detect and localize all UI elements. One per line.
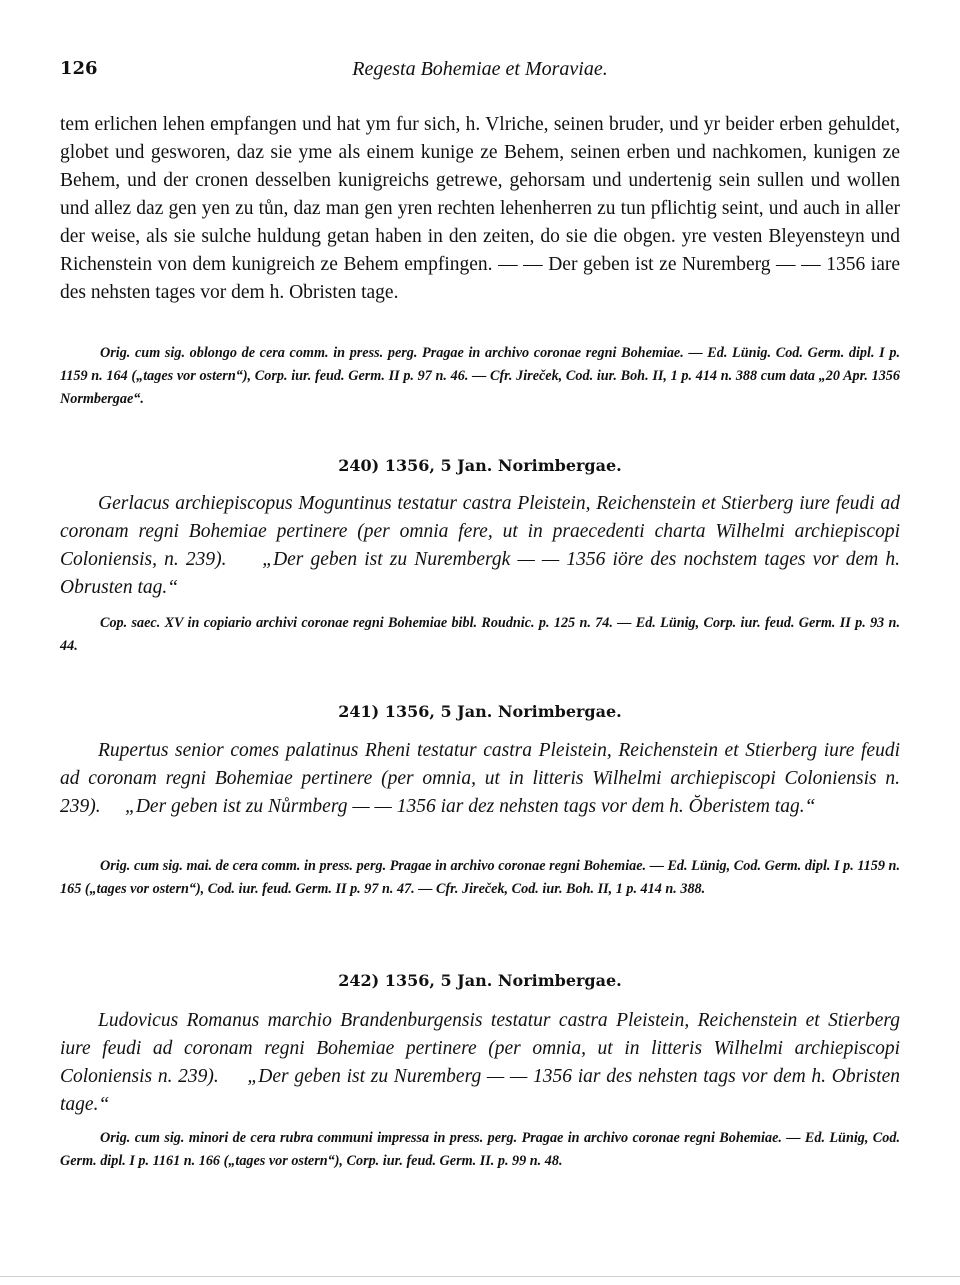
entry-241-regest bbox=[60, 737, 900, 821]
page-bottom-edge bbox=[0, 1276, 960, 1277]
page-number: 126 bbox=[60, 58, 98, 79]
entry-242-regest bbox=[60, 1007, 900, 1119]
page-header bbox=[60, 58, 900, 88]
entry-242-summary: Ludovicus Romanus marchio Brandenburgensis testatur castra Pleistein, Reichenstein et Stierberg iure feudi ad coronam regni Bohemiae pertinere (per omnia, ut in litteris Wilhelmi archiepiscopi Coloniensis n. 239). bbox=[60, 1010, 900, 1087]
entry-241-heading: 241) 1356, 5 Jan. Norimbergae. bbox=[338, 702, 622, 721]
entry-241-summary: Rupertus senior comes palatinus Rheni testatur castra Pleistein, Reichenstein et Stierberg iure feudi ad coronam regni Bohemiae pertinere (per omnia, ut in litteris Wilhelmi archiepiscopi Coloniensis n. 239). bbox=[60, 740, 900, 817]
entry-240-regest bbox=[60, 490, 900, 602]
entry-240-note: Cop. saec. XV in copiario archivi coronae regni Bohemiae bibl. Roudnic. p. 125 n. 74. — Ed. Lünig, Corp. iur. feud. Germ. II p. 93 n. 44. bbox=[60, 615, 900, 654]
entry-240-quote: „Der geben ist zu Nurembergk — — 1356 iöre des nochstem tages vor dem h. Obrusten tag.“ bbox=[60, 549, 900, 598]
entry-242-heading: 242) 1356, 5 Jan. Norimbergae. bbox=[338, 971, 622, 990]
entry-241-quote: „Der geben ist zu Nůrmberg — — 1356 iar dez nehsten tags vor dem h. Ŏberistem tag.“ bbox=[125, 796, 816, 817]
entry-241-note: Orig. cum sig. mai. de cera comm. in press. perg. Pragae in archivo coronae regni Bohemiae. — Ed. Lünig, Cod. Germ. dipl. I p. 1159 n. 165 („tages vor ostern“), Cod. iur. feud. Germ. II p. 97 n. 47. — Cfr. Jireček, Cod. iur. Boh. II, 1 p. 414 n. 388. bbox=[60, 858, 900, 897]
entry-242-quote: „Der geben ist zu Nuremberg — — 1356 iar des nehsten tags vor dem h. Obristen tage.“ bbox=[60, 1066, 901, 1115]
entry-240-heading: 240) 1356, 5 Jan. Norimbergae. bbox=[338, 456, 622, 475]
entry-242-note: Orig. cum sig. minori de cera rubra communi impressa in press. perg. Pragae in archivo coronae regni Bohemiae. — Ed. Lünig, Cod. Germ. dipl. I p. 1161 n. 166 („tages vor ostern“), Corp. iur. feud. Germ. II. p. 99 n. 48. bbox=[60, 1130, 900, 1169]
continuation-note: Orig. cum sig. oblongo de cera comm. in press. perg. Pragae in archivo coronae regni Bohemiae. — Ed. Lünig. Cod. Germ. dipl. I p. 1159 n. 164 („tages vor ostern“), Corp. iur. feud. Germ. II p. 97 n. 46. — Cfr. Jireček, Cod. iur. Boh. II, 1 p. 414 n. 388 cum data „20 Apr. 1356 Normbergae“. bbox=[60, 345, 900, 407]
running-title: Regesta Bohemiae et Moraviae. bbox=[352, 58, 608, 80]
entry-240-summary: Gerlacus archiepiscopus Moguntinus testatur castra Pleistein, Reichenstein et Stierberg iure feudi ad coronam regni Bohemiae pertinere (per omnia fere, ut in praecedenti charta Wilhelmi archiepiscopi Coloniensis, n. 239). bbox=[60, 493, 900, 570]
continuation-text: tem erlichen lehen empfangen und hat ym fur sich, h. Vlriche, seinen bruder, und yr beider erben gehuldet, globet und gesworen, daz sie yme als einem kunige ze Behem, seinen erben und nachkomen, kunigen ze Behem, und der cronen desselben kunigreichs getrewe, gehorsam und undertenig sein sullen und wollen und allez daz gen yen zu tůn, daz man gen yren rechten lehenherren zu tun pflichtig seint, und auch in aller der weise, als sie sulche huldung getan haben in den zeiten, do sie die obgen. yre vesten Bleyensteyn und Richenstein von dem kunigreich ze Behem empfingen. — — Der geben ist ze Nuremberg — — 1356 iare des nehsten tages vor dem h. Obristen tage. bbox=[60, 114, 900, 303]
